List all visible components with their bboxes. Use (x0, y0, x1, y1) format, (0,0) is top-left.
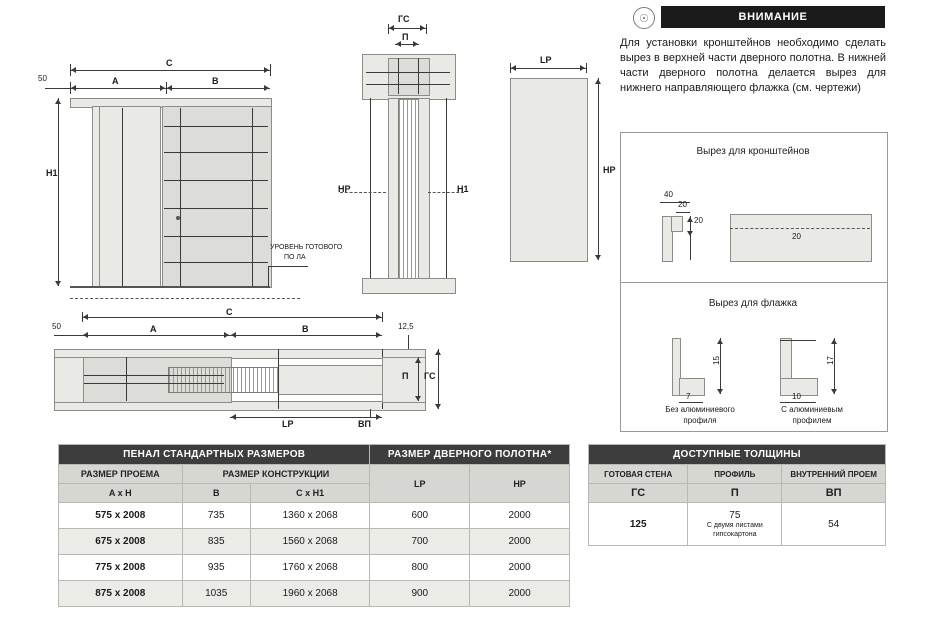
dim-label-H1-right: H1 (457, 184, 469, 194)
main-size-table (58, 444, 570, 607)
row2-hp: 2000 (470, 555, 570, 581)
section-drawing (340, 10, 480, 295)
plan-dim-label-A: A (150, 324, 157, 334)
col-hp: HP (470, 465, 570, 503)
row3-axh: 875 x 2008 (59, 581, 183, 607)
th-val-profile-cell (688, 503, 782, 546)
flag-caption-left-1: Без алюминиевого профиля (665, 405, 735, 425)
dim-label-LP: LP (540, 55, 552, 65)
th-col-wall: ГОТОВАЯ СТЕНА (589, 465, 688, 484)
floor-note-line1: УРОВЕНЬ ГОТОВОГО (270, 244, 343, 251)
cassette-door-leaf (99, 106, 161, 288)
row3-hp: 2000 (470, 581, 570, 607)
flag-dim-15: 15 (711, 356, 721, 365)
row0-cxh1: 1360 x 2068 (250, 503, 370, 529)
dim-label-50: 50 (38, 74, 47, 83)
row2-axh: 775 x 2008 (59, 555, 183, 581)
th-col-inner: ВНУТРЕННИЙ ПРОЕМ (782, 465, 886, 484)
door-leaf (510, 78, 588, 262)
dim-label-GS: ГС (398, 14, 410, 24)
bracket-cutout-figure (620, 132, 886, 282)
row2-b: 935 (182, 555, 250, 581)
row1-cxh1: 1560 x 2068 (250, 529, 370, 555)
table-row (59, 529, 570, 555)
table-row (589, 484, 886, 503)
section-body-right (418, 98, 430, 280)
dim-label-HP-right: HP (603, 165, 616, 175)
row1-axh: 675 x 2008 (59, 529, 183, 555)
table-row (59, 555, 570, 581)
dim-label-B: B (212, 76, 219, 86)
cassette-pocket (162, 106, 272, 288)
flag-caption-right-1: С алюминиевым профилем (781, 405, 843, 425)
dim-label-P: П (402, 32, 409, 42)
floor-note-line2: ПО ЛА (284, 254, 306, 261)
info-icon: ☉ (633, 7, 655, 29)
flag-profile-left-foot (679, 378, 705, 396)
attention-body-text: Для установки кронштейнов необходимо сделать вырез в верхней части дверного полотна. В нижней части дверного полотна делается вырез для нижнего направляющего флажка (см. чертежи) (620, 37, 886, 94)
dim-label-H1: H1 (46, 168, 58, 178)
flag-dim-10: 10 (792, 392, 801, 401)
flag-cutout-figure (620, 282, 886, 430)
th-sym-wall: ГС (589, 484, 688, 503)
main-table-title-right: РАЗМЕР ДВЕРНОГО ПОЛОТНА* (370, 445, 570, 465)
thickness-title: ДОСТУПНЫЕ ТОЛЩИНЫ (589, 445, 886, 465)
row3-b: 1035 (182, 581, 250, 607)
section-body-core (398, 98, 420, 280)
table-row (59, 445, 570, 465)
row3-lp: 900 (370, 581, 470, 607)
table-row (589, 445, 886, 465)
th-val-profile-note: С двумя листами гипсокартона (706, 521, 763, 538)
col-lp: LP (370, 465, 470, 503)
door-handle-dot (176, 216, 180, 220)
section-head-inner (388, 58, 430, 96)
table-row (59, 581, 570, 607)
th-val-wall: 125 (589, 503, 688, 546)
row0-hp: 2000 (470, 503, 570, 529)
flag-dim-7: 7 (686, 392, 691, 401)
row3-cxh1: 1960 x 2068 (250, 581, 370, 607)
th-val-inner: 54 (782, 503, 886, 546)
plan-dim-label-LP: LP (282, 419, 294, 429)
table-row (59, 465, 570, 484)
plan-dim-label-GS: ГС (424, 371, 436, 381)
plan-pocket-core (168, 367, 280, 393)
table-row (589, 465, 886, 484)
table-row (589, 503, 886, 546)
th-sym-profile: П (688, 484, 782, 503)
door-leaf-drawing (500, 30, 620, 280)
plan-drawing (40, 305, 460, 430)
bracket-profile-left-notch (671, 216, 683, 232)
col-b: B (182, 484, 250, 503)
main-table-title-left: ПЕНАЛ СТАНДАРТНЫХ РАЗМЕРОВ (59, 445, 370, 465)
row0-lp: 600 (370, 503, 470, 529)
row2-lp: 800 (370, 555, 470, 581)
row0-axh: 575 x 2008 (59, 503, 183, 529)
col-axh: A x H (59, 484, 183, 503)
bracket-dim-40: 40 (664, 190, 673, 199)
section-bottom (362, 278, 456, 294)
bracket-dim-20a: 20 (678, 200, 687, 209)
th-col-profile: ПРОФИЛЬ (688, 465, 782, 484)
plan-door-leaf (278, 365, 384, 395)
bracket-cutout-title: Вырез для кронштейнов (696, 146, 810, 157)
plan-dim-label-P: П (402, 371, 409, 381)
row2-cxh1: 1760 x 2068 (250, 555, 370, 581)
plan-dim-label-125: 12,5 (398, 322, 414, 331)
plan-dim-label-B: B (302, 324, 309, 334)
row1-lp: 700 (370, 529, 470, 555)
bracket-leaf-view (730, 214, 872, 262)
thickness-table (588, 444, 886, 546)
bracket-dim-20b: 20 (694, 216, 703, 225)
th-sym-inner: ВП (782, 484, 886, 503)
plan-jamb-left (54, 357, 84, 403)
dim-label-A: A (112, 76, 119, 86)
flag-cutout-title: Вырез для флажка (708, 298, 798, 309)
attention-banner: ВНИМАНИЕ (661, 6, 885, 28)
row1-hp: 2000 (470, 529, 570, 555)
row1-b: 835 (182, 529, 250, 555)
row0-b: 735 (182, 503, 250, 529)
col-cxh1: C x H1 (250, 484, 370, 503)
table-row (59, 503, 570, 529)
col-construction-group: РАЗМЕР КОНСТРУКЦИИ (182, 465, 370, 484)
plan-dim-label-50: 50 (52, 322, 61, 331)
flag-dim-17: 17 (825, 356, 835, 365)
plan-dim-label-C: C (226, 307, 233, 317)
bracket-dim-20c: 20 (792, 232, 801, 241)
elevation-drawing (38, 30, 343, 290)
plan-dim-label-VP: ВП (358, 419, 371, 429)
th-val-profile: 75 (729, 509, 741, 521)
dim-label-C: C (166, 58, 173, 68)
col-opening-group: РАЗМЕР ПРОЕМА (59, 465, 183, 484)
dim-label-HP-left: HP (338, 184, 351, 194)
